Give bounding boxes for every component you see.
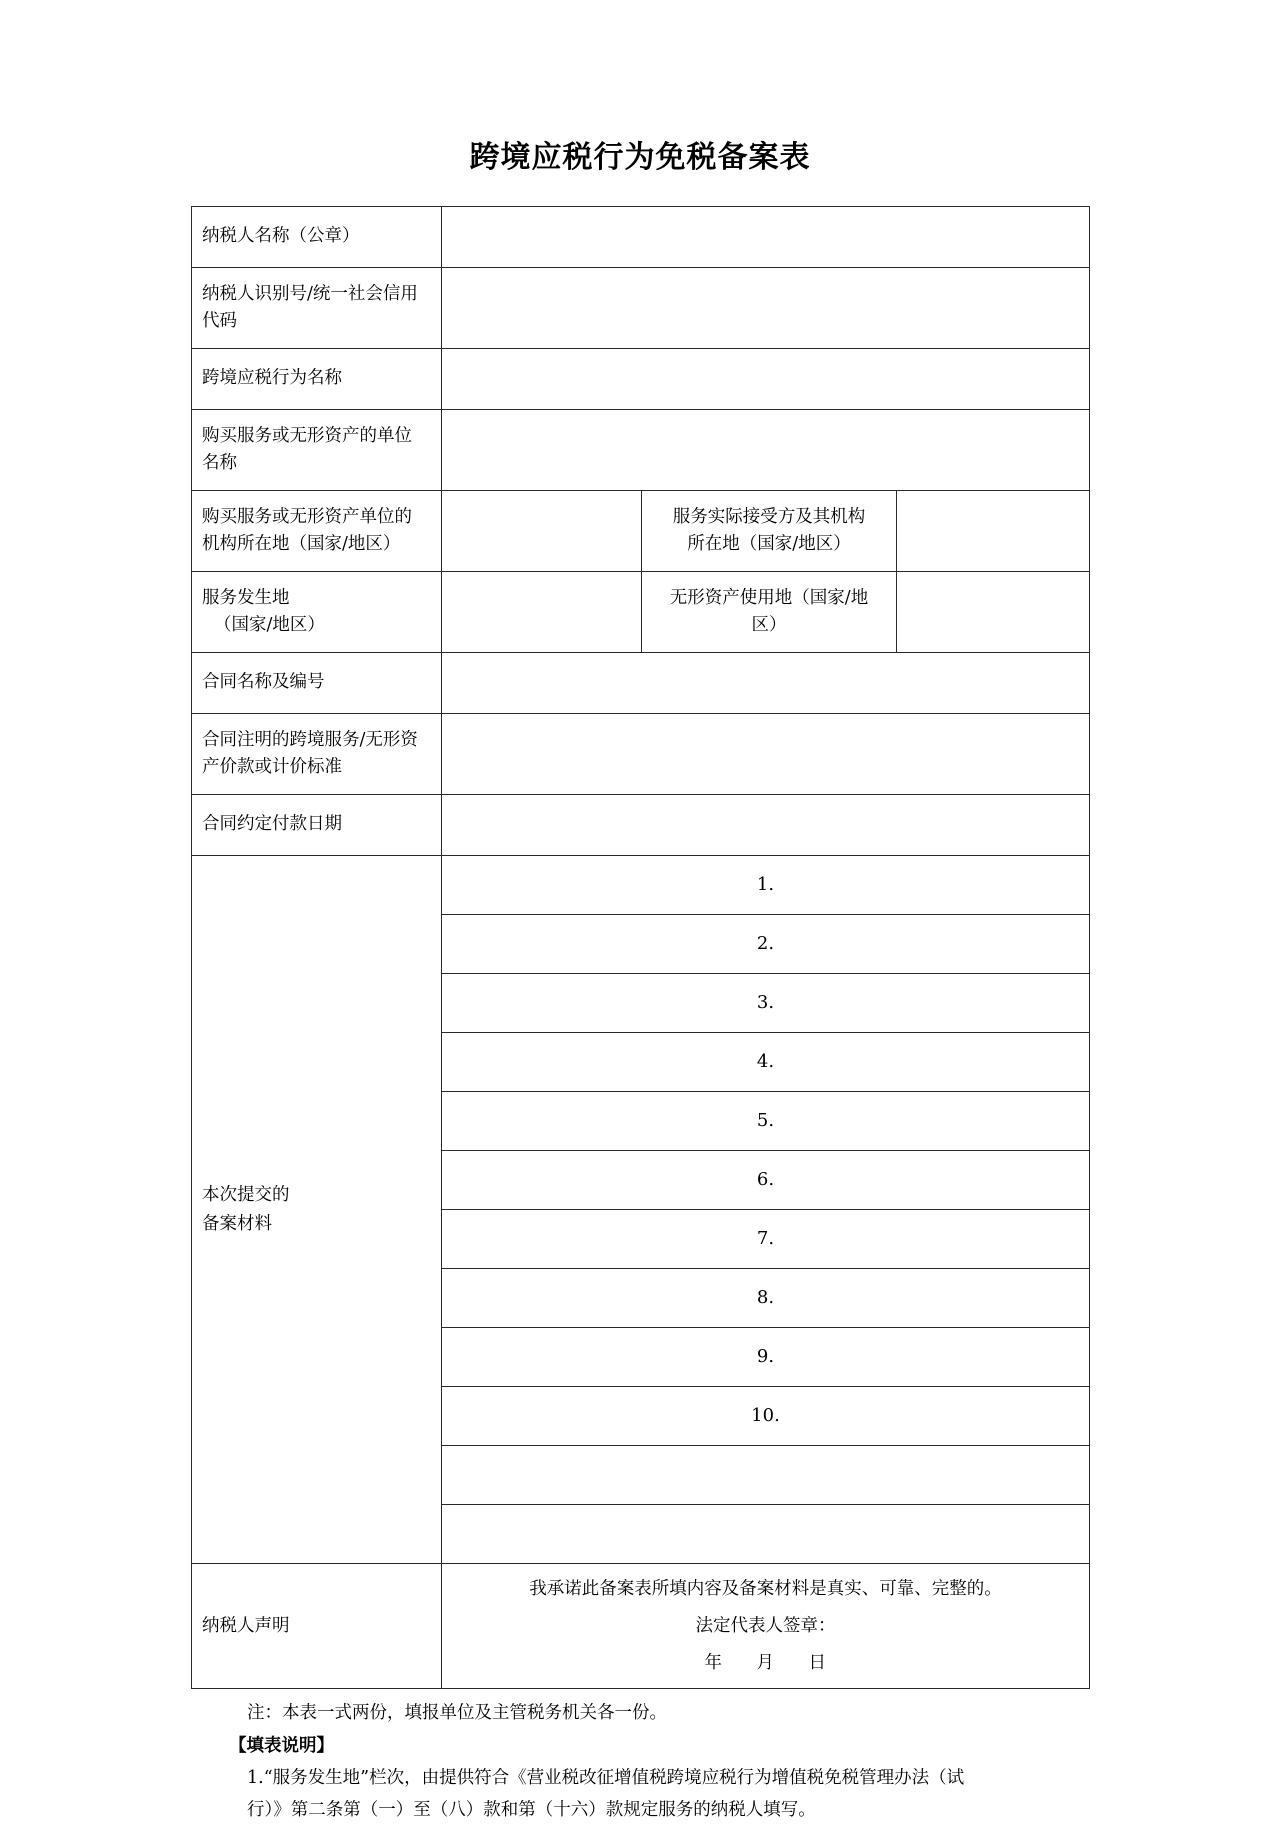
- material-item[interactable]: [442, 1446, 1090, 1505]
- label-intangible-use-place: [642, 572, 897, 653]
- instructions-header: 【填表说明】: [229, 1735, 334, 1756]
- label-intangible-use-place-line1: 无形资产使用地（国家/地: [669, 587, 869, 608]
- label-purchaser-location-line1: 购买服务或无形资产单位的: [202, 506, 412, 527]
- table-row-purchaser-location: [192, 491, 1090, 572]
- table-row-taxpayer-name: [192, 207, 1090, 268]
- table-row-act-name: [192, 349, 1090, 410]
- form-footer: [191, 1689, 1089, 1827]
- label-purchaser-name: [192, 410, 442, 491]
- field-payment-date[interactable]: [442, 795, 1090, 856]
- declaration-statement: 我承诺此备案表所填内容及备案材料是真实、可靠、完整的。: [529, 1579, 1002, 1599]
- field-contract-name[interactable]: [442, 653, 1090, 714]
- label-submitted-materials-line2: 备案材料: [202, 1213, 272, 1234]
- table-row-contract-name: [192, 653, 1090, 714]
- filing-form-table: [191, 206, 1090, 1689]
- label-purchaser-name-line1: 购买服务或无形资产的单位: [202, 425, 412, 446]
- label-submitted-materials: [192, 856, 442, 1564]
- label-service-place: [192, 572, 442, 653]
- label-recipient-location-line2: 所在地（国家/地区）: [687, 534, 851, 554]
- material-item[interactable]: 6.: [442, 1151, 1090, 1210]
- field-intangible-use-place[interactable]: [897, 572, 1090, 653]
- label-taxpayer-id-line1: 纳税人识别号/统一社会信用: [202, 283, 418, 304]
- material-item[interactable]: 3.: [442, 974, 1090, 1033]
- table-row-service-place: [192, 572, 1090, 653]
- instruction-item-1-line2: 行）》第二条第（一）至（八）款和第（十六）款规定服务的纳税人填写。: [247, 1800, 816, 1821]
- field-taxpayer-id[interactable]: [442, 268, 1090, 349]
- declaration-year: 年: [704, 1652, 723, 1673]
- table-row-payment-date: [192, 795, 1090, 856]
- table-row-declaration: [192, 1564, 1090, 1689]
- material-item[interactable]: 10.: [442, 1387, 1090, 1446]
- instruction-item-1-line1: 1.“服务发生地”栏次，由提供符合《营业税改征增值税跨境应税行为增值税免税管理办法（试: [247, 1768, 965, 1788]
- label-contract-name: 合同名称及编号: [192, 653, 442, 714]
- table-row-material-1: [192, 856, 1090, 915]
- material-item[interactable]: [442, 1505, 1090, 1564]
- declaration-date-line: [452, 1645, 1079, 1682]
- table-row-contract-price: [192, 714, 1090, 795]
- material-item[interactable]: 2.: [442, 915, 1090, 974]
- label-recipient-location: [642, 491, 897, 572]
- field-service-place[interactable]: [442, 572, 642, 653]
- label-service-place-line2: （国家/地区）: [214, 615, 325, 635]
- label-submitted-materials-line1: 本次提交的: [202, 1184, 290, 1205]
- page-title: 跨境应税行为免税备案表: [469, 140, 811, 175]
- label-act-name: 跨境应税行为名称: [192, 349, 442, 410]
- field-recipient-location[interactable]: [897, 491, 1090, 572]
- footer-note: 注：本表一式两份，填报单位及主管税务机关各一份。: [247, 1703, 667, 1724]
- table-row-taxpayer-id: [192, 268, 1090, 349]
- label-purchaser-name-line2: 名称: [202, 453, 237, 473]
- label-taxpayer-declaration: 纳税人声明: [192, 1564, 442, 1689]
- label-taxpayer-id: [192, 268, 442, 349]
- declaration-signature-label: 法定代表人签章：: [695, 1615, 836, 1636]
- label-taxpayer-name: 纳税人名称（公章）: [192, 207, 442, 268]
- label-contract-price-line2: 产价款或计价标准: [202, 757, 342, 777]
- material-item[interactable]: 4.: [442, 1033, 1090, 1092]
- label-taxpayer-id-line2: 代码: [202, 311, 237, 331]
- field-taxpayer-name[interactable]: [442, 207, 1090, 268]
- form-table-container: [191, 206, 1089, 1689]
- declaration-content: [442, 1564, 1090, 1689]
- field-act-name[interactable]: [442, 349, 1090, 410]
- label-payment-date: 合同约定付款日期: [192, 795, 442, 856]
- label-recipient-location-line1: 服务实际接受方及其机构: [672, 506, 866, 527]
- material-item[interactable]: 1.: [442, 856, 1090, 915]
- field-contract-price[interactable]: [442, 714, 1090, 795]
- material-item[interactable]: 5.: [442, 1092, 1090, 1151]
- field-purchaser-name[interactable]: [442, 410, 1090, 491]
- material-item[interactable]: 9.: [442, 1328, 1090, 1387]
- instruction-item-1: [191, 1762, 1089, 1827]
- label-purchaser-location: [192, 491, 442, 572]
- label-service-place-line1: 服务发生地: [202, 587, 290, 608]
- label-intangible-use-place-line2: 区）: [751, 615, 787, 635]
- label-contract-price: [192, 714, 442, 795]
- declaration-month: 月: [756, 1652, 775, 1673]
- field-purchaser-location[interactable]: [442, 491, 642, 572]
- label-purchaser-location-line2: 机构所在地（国家/地区）: [202, 534, 401, 554]
- material-item[interactable]: 7.: [442, 1210, 1090, 1269]
- label-contract-price-line1: 合同注明的跨境服务/无形资: [202, 729, 418, 750]
- table-row-purchaser-name: [192, 410, 1090, 491]
- material-item[interactable]: 8.: [442, 1269, 1090, 1328]
- declaration-day: 日: [808, 1652, 827, 1673]
